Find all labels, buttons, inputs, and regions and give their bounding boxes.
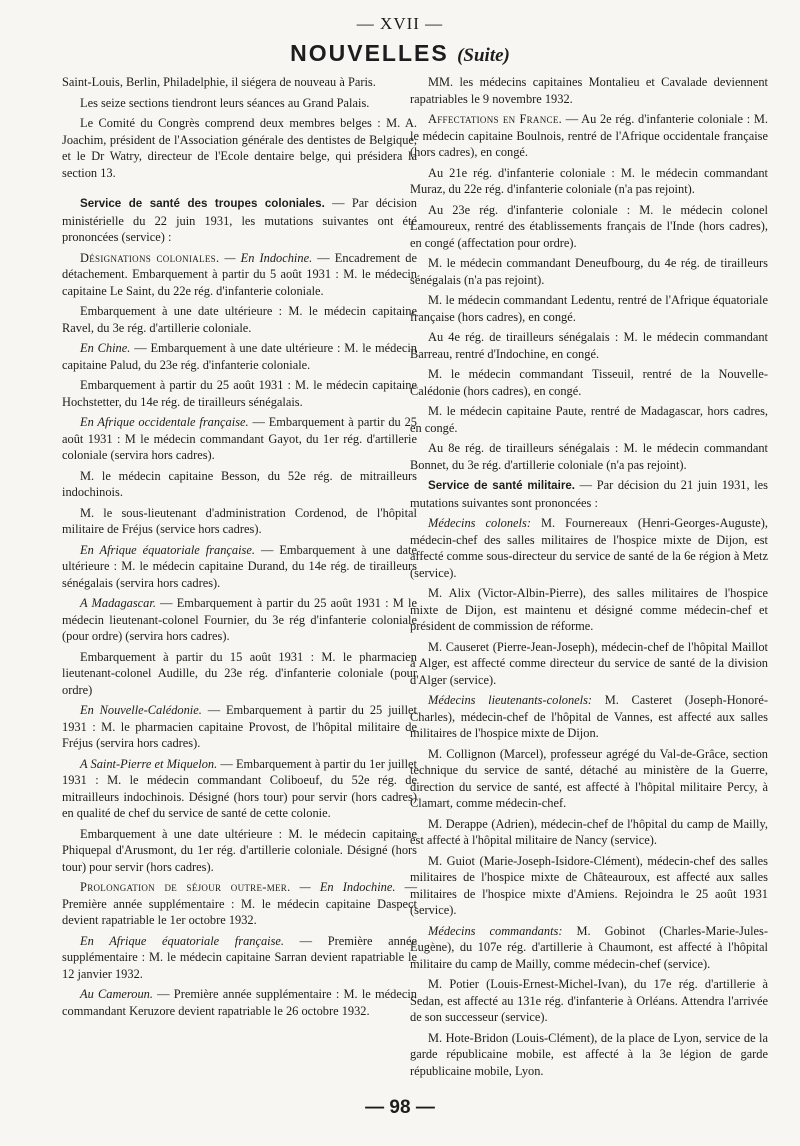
paragraph [410, 366, 768, 399]
paragraph-text: — Par décision ministérielle du 22 juin 1931, les mutations suivantes ont été prononcées (service) : [62, 196, 418, 244]
paragraph-text: M. le médecin commandant Ledentu, rentré de l'Afrique équatoriale française (hors cadres), en congé. [410, 293, 768, 324]
paragraph [410, 329, 768, 362]
paragraph-text: M. le médecin capitaine Paute, rentré de Madagascar, hors cadres, en congé. [410, 404, 768, 435]
paragraph [62, 702, 417, 752]
paragraph [410, 692, 768, 742]
paragraph-lead: Désignations coloniales. [80, 250, 220, 265]
paragraph-text: Au 21e rég. d'infanterie coloniale : M. le médecin commandant Muraz, du 22e rég. d'infanterie coloniale (n'a pas rejoint). [410, 165, 768, 196]
paragraph-lead: Médecins lieutenants-colonels: [428, 693, 593, 707]
paragraph [410, 1030, 768, 1080]
paragraph-text: Les seize sections tiendront leurs séances au Grand Palais. [80, 95, 370, 110]
paragraph [410, 585, 768, 635]
paragraph-text: M. Casteret (Joseph-Honoré-Charles), médecin-chef de l'hôpital de Vannes, est affecté aux salles militaires de l'hospice mixte de Dijon. [410, 693, 768, 740]
paragraph-text: Embarquement à une date ultérieure : M. le médecin capitaine Ravel, du 3e rég. d'artillerie coloniale. [62, 304, 417, 335]
paragraph-text: M. Alix (Victor-Albin-Pierre), des salles militaires de l'hospice mixte de Dijon, est maintenu et désigné comme médecin-chef et président de commission de réforme. [410, 586, 768, 633]
paragraph [410, 976, 768, 1026]
paragraph [62, 95, 417, 112]
paragraph [62, 414, 417, 464]
paragraph-sublead: — En Indochine. [290, 880, 396, 894]
paragraph-lead: Affectations en France. [428, 112, 563, 126]
header-roman-numeral: — XVII — [356, 14, 444, 33]
page-title [0, 40, 800, 67]
paragraph-lead: Au Cameroun. [80, 987, 153, 1001]
paragraph-text: MM. les médecins capitaines Montalieu et Cavalade deviennent rapatriables le 9 novembre 1932. [410, 75, 768, 106]
paragraph [62, 505, 417, 538]
paragraph [62, 468, 417, 501]
paragraph-text: M. Guiot (Marie-Joseph-Isidore-Clément), médecin-chef des salles militaires de l'hospice mixte de Châteauroux, est affecté aux salles militaires de l'hospice mixte d'Amiens. Rejoindra le 25 août 1931 (service). [410, 853, 768, 917]
paragraph-text: — Embarquement à partir du 25 juillet 1931 : M. le pharmacien capitaine Provost, de l'hôpital militaire de Fréjus (servira hors cadres). [62, 703, 417, 750]
paragraph-text: Le Comité du Congrès comprend deux membres belges : M. A. Joachim, président de l'Association générale des dentistes de Belgique, et le Dr Watry, directeur de l'Ecole dentaire belge, qui présidera la section 13. [62, 116, 417, 180]
paragraph [62, 986, 417, 1019]
paragraph [410, 477, 768, 511]
title-text: NOUVELLES [290, 40, 449, 66]
paragraph [62, 115, 417, 181]
paragraph-lead: Médecins commandants: [428, 923, 563, 938]
paragraph [62, 340, 417, 373]
paragraph-text: M. le médecin commandant Deneufbourg, du 4e rég. de tirailleurs sénégalais (n'a pas rejoint). [410, 256, 768, 287]
paragraph-lead: En Chine. [80, 341, 131, 355]
right-column [410, 74, 768, 1083]
paragraph-lead: En Afrique équatoriale française. [80, 542, 255, 557]
paragraph-text: M. le médecin capitaine Besson, du 52e rég. de mitrailleurs indochinois. [62, 468, 417, 499]
paragraph [410, 639, 768, 689]
paragraph [62, 542, 417, 592]
paragraph [62, 826, 417, 876]
paragraph [410, 403, 768, 436]
paragraph [410, 923, 768, 973]
paragraph-text: — Embarquement à une date ultérieure : M. le médecin capitaine Palud, du 23e rég. d'infanterie coloniale. [62, 341, 417, 372]
paragraph [410, 515, 768, 581]
paragraph [62, 303, 417, 336]
paragraph-text: Embarquement à partir du 15 août 1931 : M. le pharmacien lieutenant-colonel Audille, du 23e rég. d'infanterie coloniale (pour ordre) [62, 649, 417, 697]
paragraph-lead: En Afrique équatoriale française. [80, 933, 285, 948]
paragraph-text: M. le sous-lieutenant d'administration Cordenod, de l'hôpital militaire de Fréjus (service hors cadres). [62, 505, 417, 536]
paragraph [410, 111, 768, 161]
paragraph-lead: A Saint-Pierre et Miquelon. [80, 756, 218, 771]
paragraph-sublead: — En Indochine. [219, 250, 313, 265]
paragraph [410, 440, 768, 473]
paragraph-lead: En Afrique occidentale française. [80, 415, 249, 429]
paragraph [410, 165, 768, 198]
paragraph-text: — Première année supplémentaire : M. le médecin capitaine Sarran devient rapatriable le 12 janvier 1932. [62, 933, 417, 981]
paragraph [410, 746, 768, 812]
paragraph-text: M. Derappe (Adrien), médecin-chef de l'hôpital du camp de Mailly, est affecté à l'hôpital militaire de Nancy (service). [410, 816, 768, 847]
paragraph [410, 255, 768, 288]
paragraph [410, 853, 768, 919]
paragraph [62, 649, 417, 699]
paragraph-text: — Au 2e rég. d'infanterie coloniale : M. le médecin capitaine Boulnois, rentré de l'Afrique occidentale française (hors cadres), en congé. [410, 112, 768, 159]
paragraph-text: — Première année supplémentaire : M. le médecin commandant Keruzore devient rapatriable le 26 octobre 1932. [62, 987, 417, 1018]
paragraph-text: M. Hote-Bridon (Louis-Clément), de la place de Lyon, service de la garde républicaine mobile, est affecté à la 3e légion de garde républicaine mobile, Lyon. [410, 1030, 768, 1078]
paragraph-text: M. Causeret (Pierre-Jean-Joseph), médecin-chef de l'hôpital Maillot à Alger, est affecté comme directeur du service de santé de la division d'Alger (service). [410, 639, 768, 687]
paragraph-text: — Embarquement à partir du 25 août 1931 : M le médecin commandant Gayot, du 1er rég. d'artillerie coloniale (servira hors cadres). [62, 415, 417, 462]
paragraph [62, 377, 417, 410]
paragraph [62, 250, 417, 300]
paragraph [62, 195, 417, 246]
paragraph [410, 816, 768, 849]
paragraph-lead: A Madagascar. [80, 596, 156, 610]
left-column [62, 74, 417, 1023]
paragraph [62, 879, 417, 929]
paragraph [62, 595, 417, 645]
paragraph-text: — Embarquement à partir du 1er juillet 1931 : M. le médecin commandant Coliboeuf, du 52e rég. de mitrailleurs indochinois. Désigné (hors tour) pour servir (hors cadres) en qualité de chef du service de santé de cette colonie. [62, 756, 417, 820]
paragraph-text: Au 4e rég. de tirailleurs sénégalais : M. le médecin commandant Barreau, rentré d'Indochine, en congé. [410, 330, 768, 361]
paragraph-text: — Embarquement à une date ultérieure : M. le médecin capitaine Durand, du 14e rég. de tirailleurs sénégalais (servira hors cadres). [62, 542, 417, 590]
paragraph-text: M. Gobinot (Charles-Marie-Jules-Eugène), du 107e rég. d'artillerie à Chaumont, est affecté à l'hôpital militaire du camp de Mailly, comme médecin-chef (service). [410, 923, 769, 971]
paragraph-lead: Prolongation de séjour outre-mer. [80, 880, 291, 894]
paragraph-text: Saint-Louis, Berlin, Philadelphie, il siégera de nouveau à Paris. [62, 75, 376, 89]
paragraph-text: Embarquement à partir du 25 août 1931 : M. le médecin capitaine Hochstetter, du 14e rég. de tirailleurs sénégalais. [62, 378, 417, 409]
paragraph-lead: Service de santé militaire. [428, 479, 576, 492]
paragraph-text: — Encadrement de détachement. Embarquement à partir du 5 août 1931 : M. le médecin capitaine Le Saint, du 22e rég. d'infanterie coloniale. [62, 250, 417, 298]
paragraph-text: Au 23e rég. d'infanterie coloniale : M. le médecin colonel Lamoureux, rentré des établissements français de l'Inde (hors cadres), en congé (affectation pour ordre). [410, 202, 768, 250]
paragraph-text: — Embarquement à partir du 25 août 1931 : M le médecin lieutenant-colonel Fournier, du 3e rég d'infanterie coloniale (pour ordre) (servira hors cadres). [62, 596, 417, 643]
paragraph-lead: En Nouvelle-Calédonie. [80, 703, 202, 717]
paragraph [62, 933, 417, 983]
paragraph-text: M. le médecin commandant Tisseuil, rentré de la Nouvelle-Calédonie (hors cadres), en congé. [410, 367, 768, 398]
paragraph [410, 202, 768, 252]
paragraph-text: — Première année supplémentaire : M. le médecin capitaine Daspect devient rapatriable le 1er octobre 1932. [62, 880, 417, 927]
paragraph [410, 74, 768, 107]
paragraph-text: M. Collignon (Marcel), professeur agrégé du Val-de-Grâce, section technique du service de santé, détaché au ministère de la Guerre, direction du service de santé, est affecté à l'hôpital militaire Percy, à Clamart, comme médecin-chef. [410, 746, 768, 810]
paragraph-text: M. Fournereaux (Henri-Georges-Auguste), médecin-chef des salles militaires de l'hospice mixte de Dijon, est affecté comme sous-directeur du service de santé de la 6e région à Metz (service). [410, 516, 769, 580]
paragraph [62, 756, 417, 822]
paragraph [410, 292, 768, 325]
paragraph-text: — Par décision du 21 juin 1931, les mutations suivantes sont prononcées : [410, 478, 768, 510]
paragraph-lead: Médecins colonels: [428, 516, 531, 530]
paragraph [62, 74, 417, 91]
paragraph-text: M. Potier (Louis-Ernest-Michel-Ivan), du 17e rég. d'artillerie à Sedan, est affecté au 131e rég. d'infanterie à Orléans. Attendra l'arrivée de son successeur (service). [410, 977, 768, 1024]
paragraph-text: Au 8e rég. de tirailleurs sénégalais : M. le médecin commandant Bonnet, du 3e rég. d'artillerie coloniale (n'a pas rejoint). [410, 441, 768, 472]
paragraph-lead: Service de santé des troupes coloniales. [80, 197, 325, 210]
title-suite: (Suite) [457, 45, 510, 66]
page-number: — 98 — [365, 1097, 435, 1118]
paragraph-text: Embarquement à une date ultérieure : M. le médecin capitaine Phiquepal d'Arusmont, du 1er rég. d'artillerie coloniale. Désigné (hors tour) pour servir (hors cadres). [62, 826, 417, 874]
